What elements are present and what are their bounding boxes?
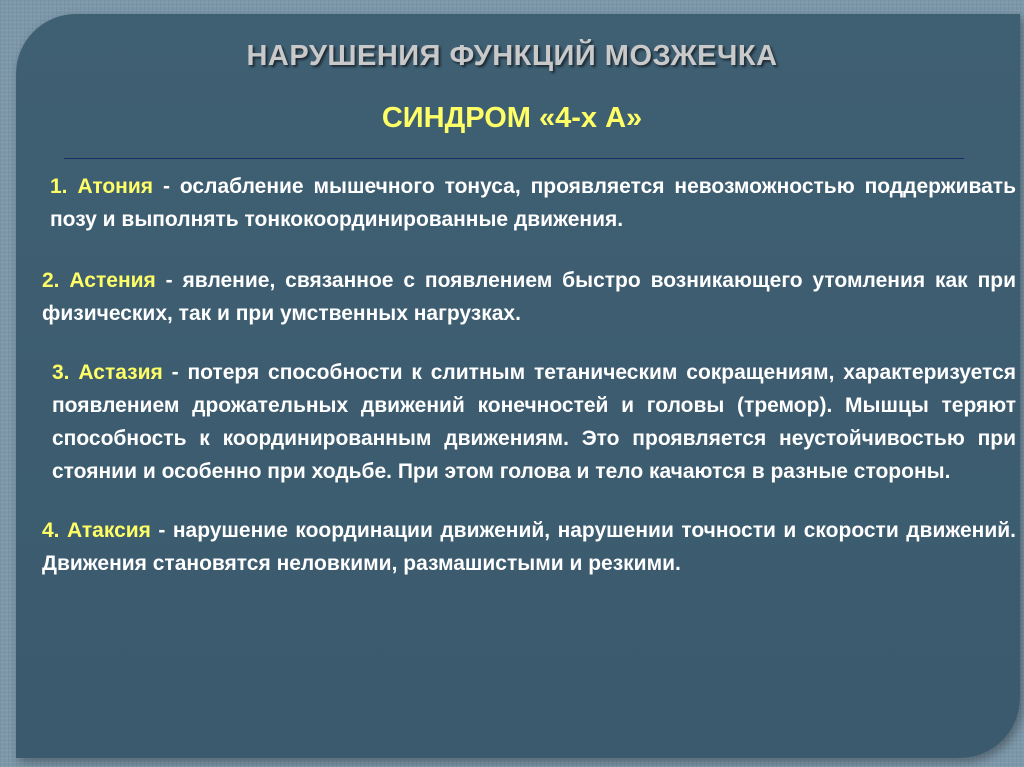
item-term: Атония: [77, 175, 154, 198]
item-description: - потеря способности к слитным тетаническим сокращениям, характеризуется появлением дрожательных движений конечностей и головы (тремор). Мышцы теряют способность к координированным движениям. Это проявляется неустойчивостью при стоянии и особенно при ходьбе. При этом голова и тело качаются в разные стороны.: [52, 361, 1017, 483]
item-term: Астазия: [78, 361, 163, 384]
divider-line: [64, 158, 964, 159]
item-number: 4.: [42, 519, 60, 542]
content-body: [42, 170, 1016, 580]
item-description: - нарушение координации движений, нарушении точности и скорости движений. Движения становятся неловкими, размашистыми и резкими.: [42, 519, 1016, 575]
item-number: 2.: [42, 269, 60, 292]
slide-subtitle: СИНДРОМ «4-х А»: [381, 102, 643, 134]
list-item-astenia: [42, 264, 1016, 330]
item-term: Атаксия: [66, 519, 151, 542]
item-description: - ослабление мышечного тонуса, проявляется невозможностью поддерживать позу и выполнять тонкокоординированные движения.: [50, 175, 1016, 231]
list-item-ataksia: [42, 514, 1016, 580]
list-item-atonia: [42, 170, 1016, 236]
item-term: Астения: [69, 269, 156, 292]
list-item-astazia: [42, 356, 1016, 488]
item-number: 3.: [52, 361, 70, 384]
slide-title: НАРУШЕНИЯ ФУНКЦИЙ МОЗЖЕЧКА: [246, 40, 778, 72]
item-description: - явление, связанное с появлением быстро возникающего утомления как при физических, так и при умственных нагрузках.: [42, 269, 1016, 325]
item-number: 1.: [50, 175, 68, 198]
